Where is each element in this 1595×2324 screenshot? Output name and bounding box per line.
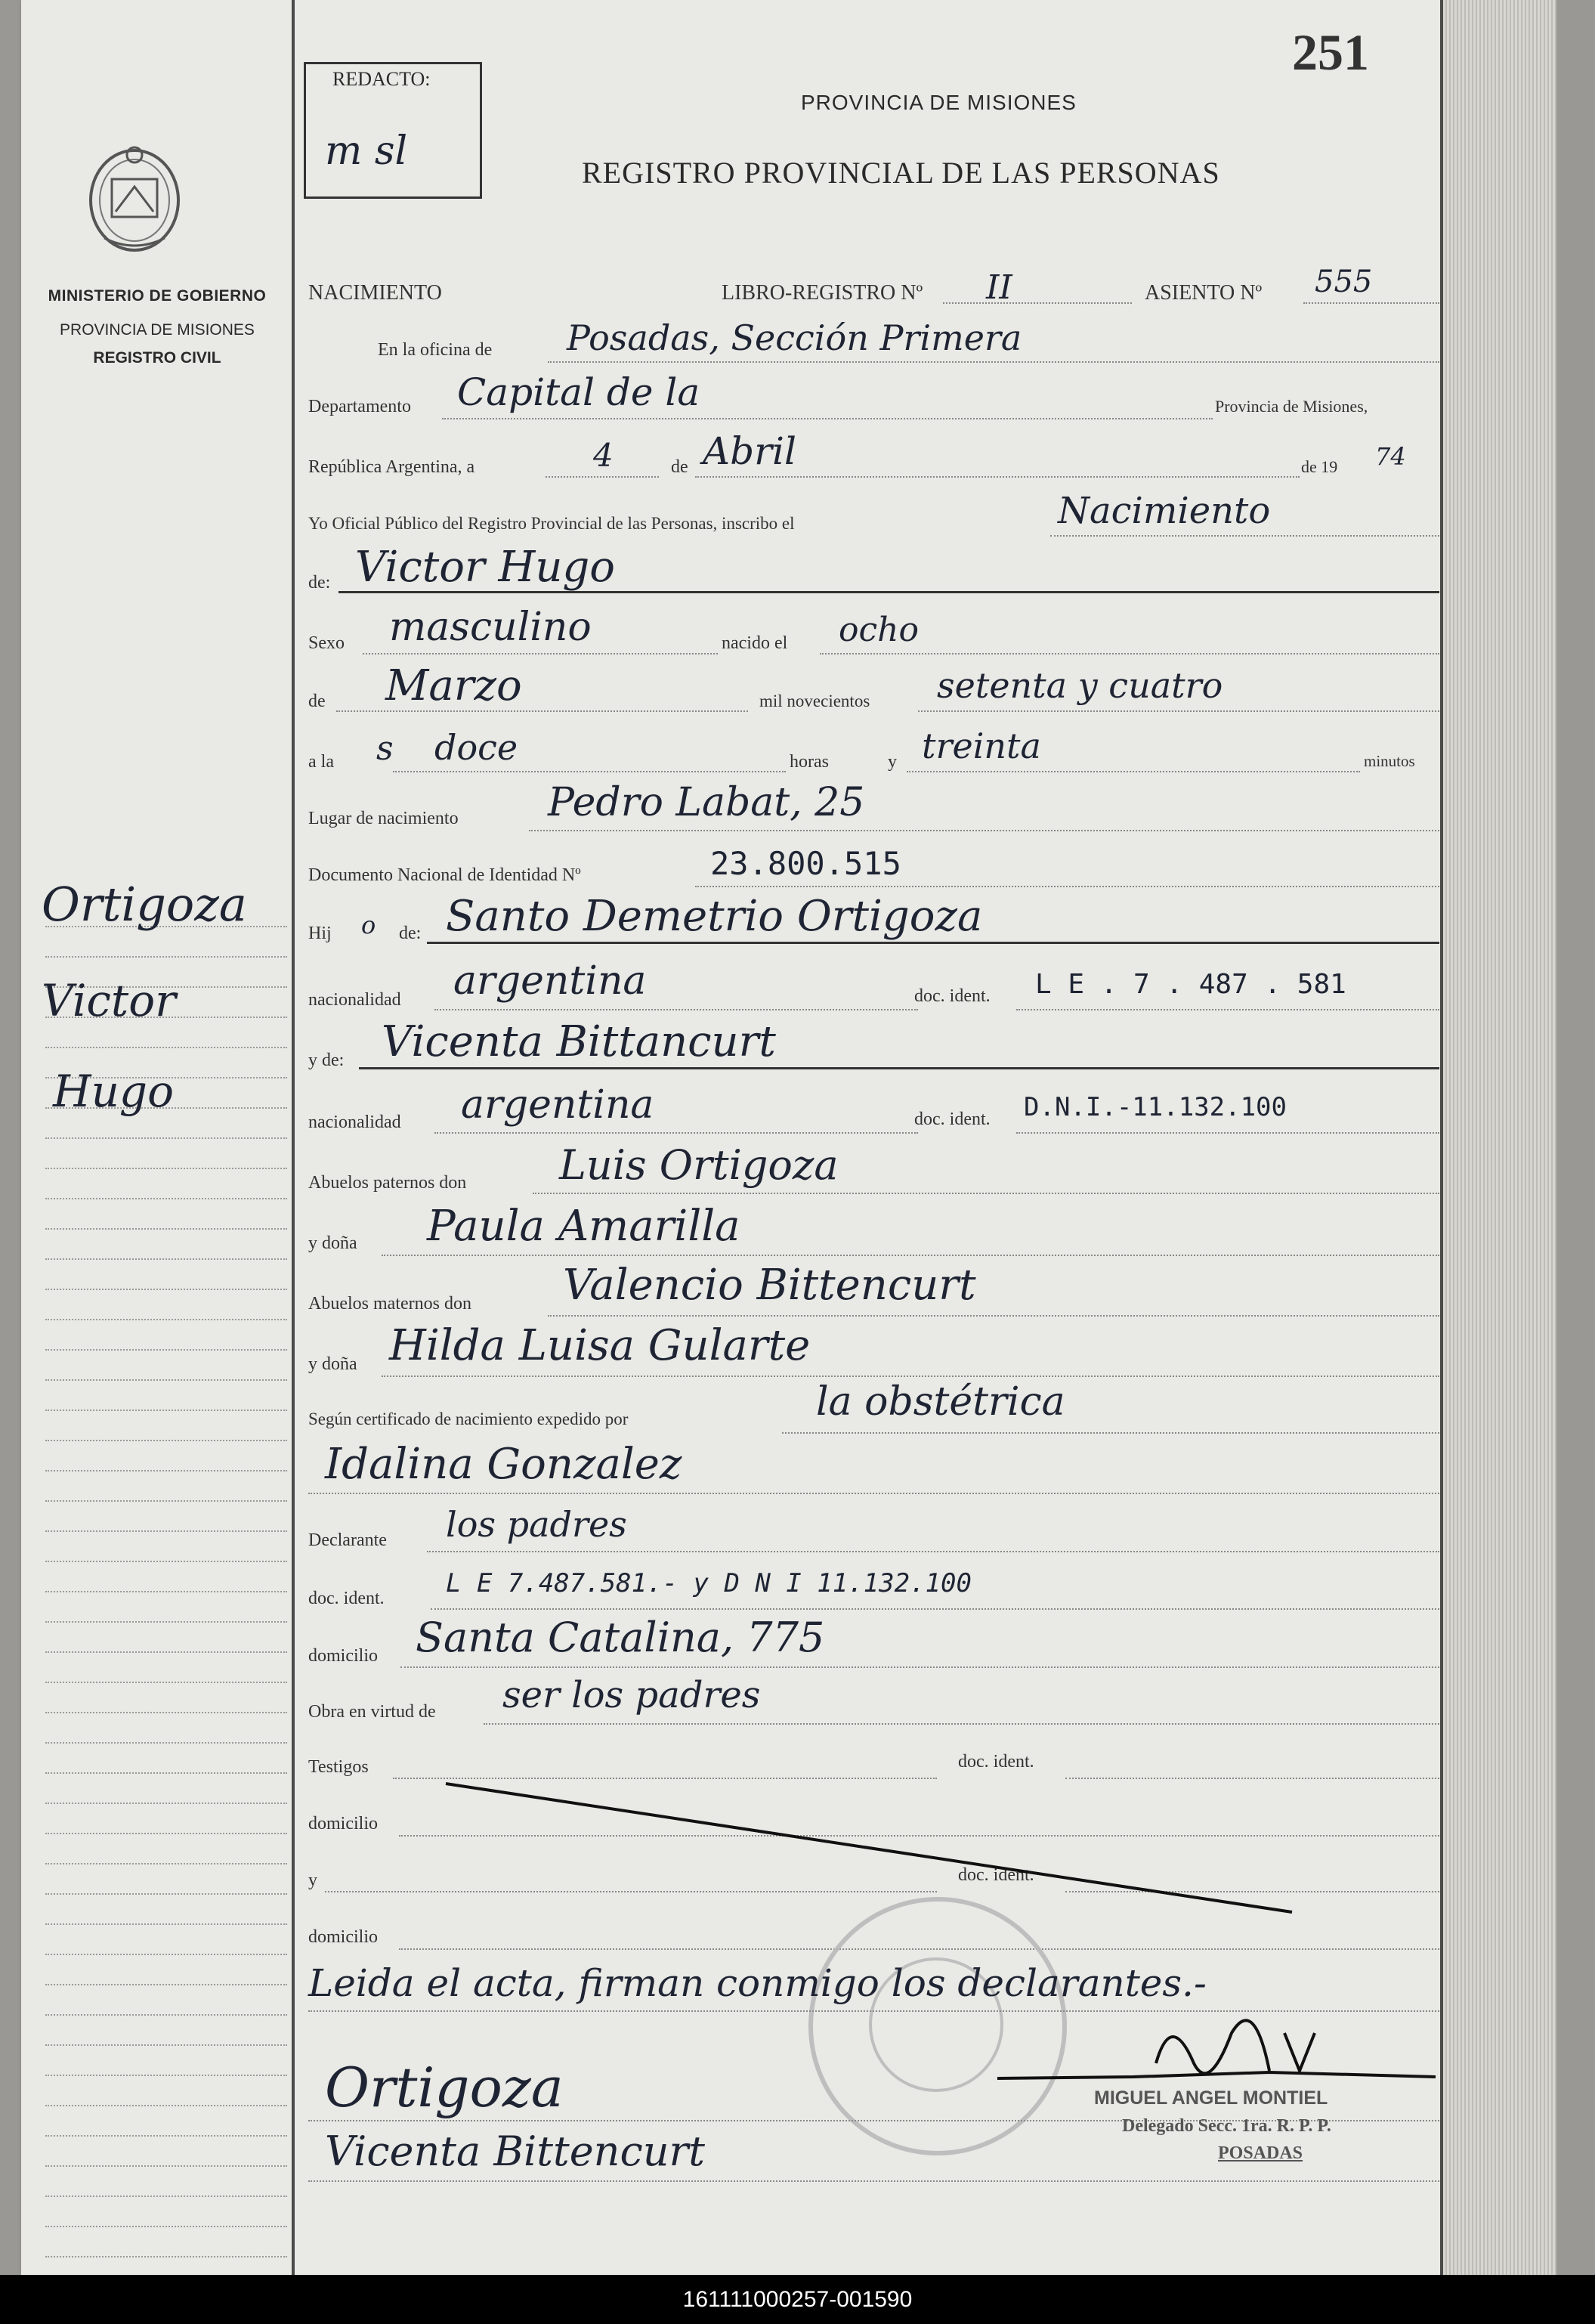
horas-value: doce <box>434 727 518 768</box>
declarante-value: los padres <box>446 1504 627 1545</box>
cert-label: Según certificado de nacimiento expedido por <box>308 1410 629 1428</box>
de-nombre-label: de: <box>308 573 331 593</box>
official-place: POSADAS <box>1218 2143 1303 2163</box>
y-label: y <box>888 752 897 772</box>
republica-label: República Argentina, a <box>308 457 475 477</box>
anio-label: de 19 <box>1301 457 1338 476</box>
margin-rule-line <box>45 1440 287 1441</box>
page-number: 251 <box>1292 23 1369 81</box>
margin-rule-line <box>45 2044 287 2046</box>
hijo-label: Hij <box>308 924 332 943</box>
libro-value: II <box>986 268 1012 307</box>
official-name: MIGUEL ANGEL MONTIEL <box>1094 2087 1328 2109</box>
margin-rule-line <box>45 956 287 958</box>
margin-rule-line <box>45 1742 287 1744</box>
margin-rule-line <box>45 1470 287 1471</box>
archive-id-footer: 161111000257-001590 <box>0 2275 1595 2324</box>
margin-rule-line <box>45 1349 287 1351</box>
sexo-value: masculino <box>389 605 592 650</box>
official-title: Delegado Secc. 1ra. R. P. P. <box>1122 2116 1331 2136</box>
yde-label: y de: <box>308 1051 345 1070</box>
declarante-docident-label: doc. ident. <box>308 1589 385 1608</box>
mil-label: mil novecientos <box>759 692 870 710</box>
asiento-value: 555 <box>1315 265 1373 299</box>
minutos-label: minutos <box>1364 752 1415 770</box>
margin-rule-line <box>45 1893 287 1895</box>
ab-pat-dona-value: Paula Amarilla <box>427 1202 740 1251</box>
margin-rule-line <box>45 1803 287 1804</box>
margin-surname: Ortigoza <box>42 877 247 932</box>
page-stack-edge <box>1443 0 1556 2275</box>
de-label: de <box>671 457 688 477</box>
margin-rule-line <box>45 1712 287 1713</box>
ab-mat-value: Valencio Bittencurt <box>563 1261 976 1310</box>
dni-label: Documento Nacional de Identidad Nº <box>308 865 581 885</box>
ab-mat-dona-label: y doña <box>308 1354 357 1374</box>
mes-value: Abril <box>703 429 796 473</box>
dia-value: 4 <box>593 437 614 474</box>
closing-value: Leida el acta, firman conmigo los declarantes.- <box>308 1961 1207 2005</box>
margin-rule-line <box>45 1772 287 1774</box>
registry-heading: REGISTRO PROVINCIAL DE LAS PERSONAS <box>582 156 1220 190</box>
ala-label: a la <box>308 752 334 772</box>
oficial-text: Yo Oficial Público del Registro Provincial de las Personas, inscribo el <box>308 514 795 533</box>
padre-nac-value: argentina <box>453 958 647 1004</box>
margin-rule-line <box>45 1319 287 1320</box>
margin-rule-line <box>45 2256 287 2257</box>
libro-label: LIBRO-REGISTRO Nº <box>722 281 923 305</box>
horas-label: horas <box>790 752 829 772</box>
margin-rule-line <box>45 1198 287 1199</box>
lugar-value: Pedro Labat, 25 <box>548 780 865 825</box>
ab-pat-label: Abuelos paternos don <box>308 1173 467 1193</box>
margin-rule-line <box>45 1047 287 1048</box>
margin-rule-line <box>45 1410 287 1411</box>
margin-rule-line <box>45 2165 287 2167</box>
ab-pat-value: Luis Ortigoza <box>559 1141 839 1189</box>
lugar-label: Lugar de nacimiento <box>308 809 459 828</box>
de2-label: de <box>308 692 326 711</box>
padre-doc-value: L E . 7 . 487 . 581 <box>1035 969 1346 1000</box>
domicilio2-label: domicilio <box>308 1814 378 1834</box>
official-signature <box>982 1988 1451 2101</box>
oficina-label: En la oficina de <box>378 340 493 360</box>
margin-rule-line <box>45 2014 287 2016</box>
margin-rule-line <box>45 1258 287 1260</box>
inscribo-value: Nacimiento <box>1058 490 1271 532</box>
testigos-label: Testigos <box>308 1757 369 1777</box>
margin-rule-line <box>45 1651 287 1653</box>
margin-rule-line <box>45 2075 287 2076</box>
margin-rule-line <box>45 1168 287 1169</box>
ministry-line1: MINISTERIO DE GOBIERNO <box>48 287 267 305</box>
margin-rule-line <box>45 1591 287 1592</box>
cancel-stroke <box>438 1776 1300 1920</box>
dni-value: 23.800.515 <box>710 845 901 882</box>
domicilio-value: Santa Catalina, 775 <box>416 1614 825 1661</box>
ab-mat-label: Abuelos maternos don <box>308 1294 471 1314</box>
redacto-label: REDACTO: <box>332 68 431 90</box>
domicilio-label: domicilio <box>308 1646 378 1666</box>
signature-mother: Vicenta Bittencurt <box>325 2127 705 2175</box>
margin-rule-line <box>45 2226 287 2227</box>
nacido-value: ocho <box>839 611 919 649</box>
margin-rule-line <box>45 1984 287 1985</box>
departamento-label: Departamento <box>308 397 411 416</box>
margin-secondname: Hugo <box>53 1066 174 1117</box>
hijo-suffix: o <box>361 911 376 939</box>
domicilio3-label: domicilio <box>308 1927 378 1947</box>
madre-docident-label: doc. ident. <box>914 1109 991 1129</box>
margin-rule-line <box>45 1561 287 1562</box>
nombre-value: Victor Hugo <box>355 543 615 592</box>
padre-nac-label: nacionalidad <box>308 990 401 1010</box>
y2-docident-label: doc. ident. <box>958 1865 1034 1885</box>
testigos-docident-label: doc. ident. <box>958 1752 1034 1772</box>
province-heading: PROVINCIA DE MISIONES <box>801 91 1077 114</box>
oficina-value: Posadas, Sección Primera <box>567 317 1022 358</box>
margin-rule-line <box>45 1500 287 1502</box>
nacido-label: nacido el <box>722 633 788 653</box>
margin-rule-line <box>45 1137 287 1139</box>
margin-rule-line <box>45 1833 287 1834</box>
margin-rule-line <box>45 1530 287 1532</box>
margin-rule-line <box>45 1621 287 1623</box>
signature-father: Ortigoza <box>325 2056 564 2119</box>
declarante-label: Declarante <box>308 1530 387 1550</box>
padre-docident-label: doc. ident. <box>914 986 991 1006</box>
cert-value2: Idalina Gonzalez <box>325 1440 682 1489</box>
ala-value: s <box>376 729 394 768</box>
anio-nac-value: setenta y cuatro <box>937 665 1223 706</box>
mes-nac-value: Marzo <box>385 661 522 710</box>
margin-rule-line <box>45 1954 287 1955</box>
provincia-suffix: Provincia de Misiones, <box>1215 397 1368 416</box>
margin-rule-line <box>45 1863 287 1864</box>
margin-rule-line <box>45 1289 287 1290</box>
madre-value: Vicenta Bittancurt <box>382 1017 776 1066</box>
madre-doc-value: D.N.I.-11.132.100 <box>1024 1092 1287 1122</box>
madre-nac-label: nacionalidad <box>308 1112 401 1132</box>
record-type-label: NACIMIENTO <box>308 281 442 305</box>
asiento-label: ASIENTO Nº <box>1145 281 1263 305</box>
y2-label: y <box>308 1871 317 1890</box>
right-border-line <box>1440 0 1443 2275</box>
obra-label: Obra en virtud de <box>308 1702 436 1722</box>
hijo-de-label: de: <box>399 924 422 943</box>
margin-firstname: Victor <box>42 975 176 1026</box>
margin-rule-line <box>45 1923 287 1925</box>
obra-value: ser los padres <box>502 1674 761 1716</box>
madre-nac-value: argentina <box>461 1082 654 1128</box>
margin-rule-line <box>45 1228 287 1230</box>
coat-of-arms-emblem <box>82 140 187 265</box>
redacto-initials: m sl <box>325 128 408 174</box>
departamento-value: Capital de la <box>457 370 700 414</box>
padre-value: Santo Demetrio Ortigoza <box>446 892 983 941</box>
ab-mat-dona-value: Hilda Luisa Gularte <box>389 1321 811 1370</box>
minutos-value: treinta <box>922 726 1041 766</box>
declarante-doc-value: L E 7.487.581.- y D N I 11.132.100 <box>446 1568 972 1598</box>
margin-rule-line <box>45 1379 287 1381</box>
margin-rule-line <box>45 2196 287 2197</box>
ministry-line3: REGISTRO CIVIL <box>93 349 221 367</box>
sexo-label: Sexo <box>308 633 345 653</box>
ministry-line2: PROVINCIA DE MISIONES <box>60 321 255 339</box>
cert-value1: la obstétrica <box>816 1379 1065 1425</box>
ab-pat-dona-label: y doña <box>308 1233 357 1253</box>
margin-rule-line <box>45 2105 287 2106</box>
anio-value: 74 <box>1375 442 1406 471</box>
margin-rule-line <box>45 1682 287 1683</box>
margin-rule-line <box>45 2135 287 2137</box>
